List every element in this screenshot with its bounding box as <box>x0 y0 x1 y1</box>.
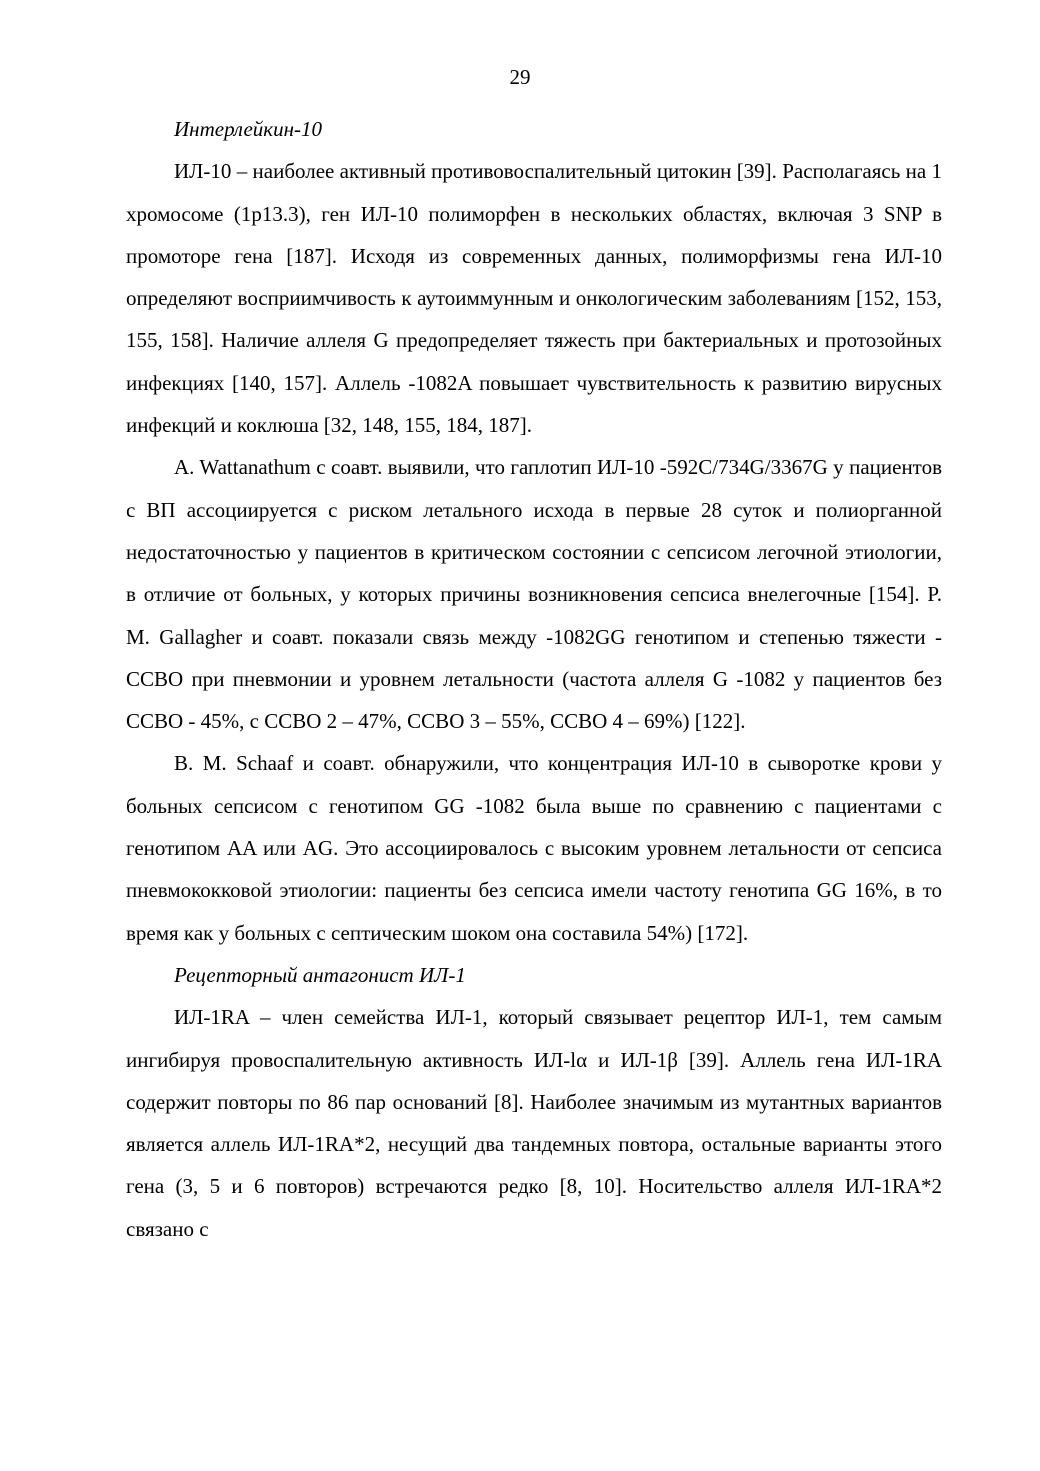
section-heading-interleukin-10: Интерлейкин-10 <box>174 117 323 141</box>
page-number: 29 <box>509 65 531 89</box>
paragraph-wattanathum: A. Wattanathum с соавт. выявили, что гаплотип ИЛ-10 -592C/734G/3367G у пациентов с ВП ассоциируется с риском летального исхода в первые 28 суток и полиорганной недостаточностью у пациентов в критическом состоянии с сепсисом легочной этиологии, в отличие от больных, у которых причины возникновения сепсиса внелегочные [154]. P. M. Gallagher и соавт. показали связь между -1082GG генотипом и степенью тяжести - ССВО при пневмонии и уровнем летальности (частота аллеля G -1082 у пациентов без ССВО - 45%, с ССВО 2 – 47%, ССВО 3 – 55%, ССВО 4 – 69%) [122]. <box>126 455 942 734</box>
document-body <box>126 108 942 1250</box>
paragraph-il10-overview: ИЛ-10 – наиболее активный противовоспалительный цитокин [39]. Располагаясь на 1 хромосоме (1p13.3), ген ИЛ-10 полиморфен в нескольких областях, включая 3 SNP в промоторе гена [187]. Исходя из современных данных, полиморфизмы гена ИЛ-10 определяют восприимчивость к аутоиммунным и онкологическим заболеваниям [152, 153, 155, 158]. Наличие аллеля G предопределяет тяжесть при бактериальных и протозойных инфекциях [140, 157]. Аллель -1082A повышает чувствительность к развитию вирусных инфекций и коклюша [32, 148, 155, 184, 187]. <box>126 159 942 438</box>
section-heading-il1-receptor-antagonist: Рецепторный антагонист ИЛ-1 <box>174 962 466 987</box>
paragraph-il1ra: ИЛ-1RA – член семейства ИЛ-1, который связывает рецептор ИЛ-1, тем самым ингибируя провоспалительную активность ИЛ-lα и ИЛ-1β [39]. Аллель гена ИЛ-1RA содержит повторы по 86 пар оснований [8]. Наиболее значимым из мутантных вариантов является аллель ИЛ-1RA*2, несущий два тандемных повтора, остальные варианты этого гена (3, 5 и 6 повторов) встречаются редко [8, 10]. Носительство аллеля ИЛ-1RA*2 связано с <box>126 1005 942 1241</box>
paragraph-schaaf: B. M. Schaaf и соавт. обнаружили, что концентрация ИЛ-10 в сыворотке крови у больных сепсисом с генотипом GG -1082 была выше по сравнению с пациентами с генотипом AA или AG. Это ассоциировалось с высоким уровнем летальности от сепсиса пневмококковой этиологии: пациенты без сепсиса имели частоту генотипа GG 16%, в то время как у больных с септическим шоком она составила 54%) [172]. <box>126 751 942 945</box>
